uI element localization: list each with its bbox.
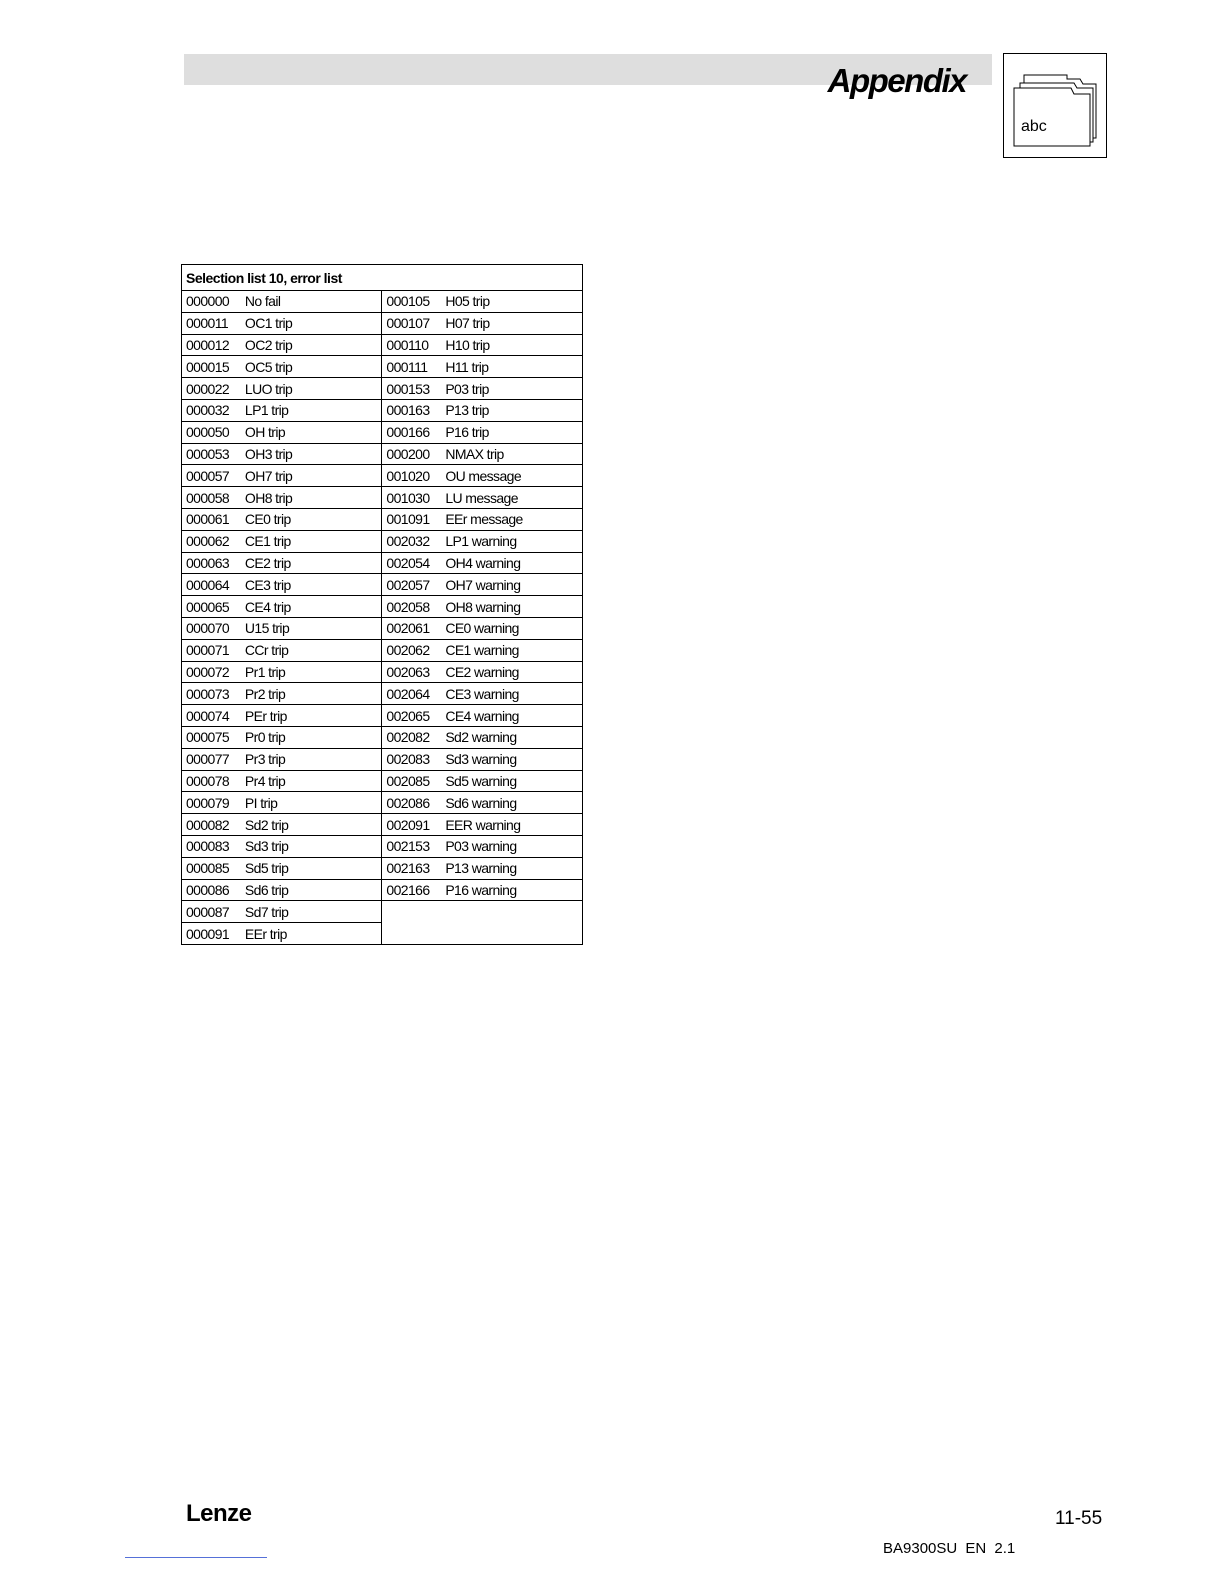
- error-description: LUO trip: [245, 378, 382, 400]
- error-description: Sd5 warning: [445, 770, 582, 792]
- error-description: CE2 trip: [245, 552, 382, 574]
- error-description: Sd6 warning: [445, 792, 582, 814]
- error-description: PEr trip: [245, 705, 382, 727]
- error-code: 000063: [182, 552, 245, 574]
- error-description: EER warning: [445, 814, 582, 836]
- error-code: 000061: [182, 508, 245, 530]
- error-description: P13 warning: [445, 857, 582, 879]
- error-code: 002086: [382, 792, 445, 814]
- footer-link-line: [125, 1557, 267, 1558]
- error-description: Pr1 trip: [245, 661, 382, 683]
- error-code: 000078: [182, 770, 245, 792]
- table-row: [182, 334, 583, 356]
- table-row: [182, 617, 583, 639]
- error-description: OH8 trip: [245, 487, 382, 509]
- table-row: [182, 465, 583, 487]
- chapter-tab: [1003, 53, 1107, 158]
- error-code: 000032: [182, 399, 245, 421]
- error-description: H07 trip: [445, 312, 582, 334]
- table-row: [182, 378, 583, 400]
- error-code: 002061: [382, 617, 445, 639]
- error-code: 000082: [182, 814, 245, 836]
- error-description: OH trip: [245, 421, 382, 443]
- error-description: P03 warning: [445, 835, 582, 857]
- error-code: 002083: [382, 748, 445, 770]
- error-description: CE0 trip: [245, 508, 382, 530]
- error-description: PI trip: [245, 792, 382, 814]
- error-code: 002082: [382, 726, 445, 748]
- error-description: LU message: [445, 487, 582, 509]
- error-description: CE1 warning: [445, 639, 582, 661]
- error-description: LP1 trip: [245, 399, 382, 421]
- table-row: [182, 879, 583, 901]
- error-description: P13 trip: [445, 399, 582, 421]
- table-row: [182, 530, 583, 552]
- error-code: 000085: [182, 857, 245, 879]
- error-description: OH7 trip: [245, 465, 382, 487]
- error-code: 002057: [382, 574, 445, 596]
- error-description: Sd3 trip: [245, 835, 382, 857]
- error-code: 000073: [182, 683, 245, 705]
- table-row: [182, 770, 583, 792]
- error-description: CE0 warning: [445, 617, 582, 639]
- error-code: 001091: [382, 508, 445, 530]
- error-description: OC1 trip: [245, 312, 382, 334]
- error-code: 002166: [382, 879, 445, 901]
- error-code: 002032: [382, 530, 445, 552]
- error-description: P03 trip: [445, 378, 582, 400]
- page-title: Appendix: [827, 62, 966, 99]
- table-row: [182, 399, 583, 421]
- error-code: 001030: [382, 487, 445, 509]
- error-code: 000070: [182, 617, 245, 639]
- error-description: OC2 trip: [245, 334, 382, 356]
- table-row: [182, 901, 583, 923]
- table-row: [182, 683, 583, 705]
- table-title: Selection list 10, error list: [182, 265, 583, 291]
- error-code: 000071: [182, 639, 245, 661]
- error-code: 000058: [182, 487, 245, 509]
- error-description: OU message: [445, 465, 582, 487]
- error-description: CE4 trip: [245, 596, 382, 618]
- error-description: OH8 warning: [445, 596, 582, 618]
- error-description: Pr4 trip: [245, 770, 382, 792]
- error-description: Sd2 warning: [445, 726, 582, 748]
- table-row: [182, 596, 583, 618]
- error-code: 000011: [182, 312, 245, 334]
- error-code: 002153: [382, 835, 445, 857]
- error-code: 002064: [382, 683, 445, 705]
- error-description: P16 warning: [445, 879, 582, 901]
- error-description: Pr2 trip: [245, 683, 382, 705]
- table-row: [182, 639, 583, 661]
- error-description: OH7 warning: [445, 574, 582, 596]
- lenze-logo: Lenze: [186, 1500, 252, 1527]
- table-row: [182, 814, 583, 836]
- error-description: No fail: [245, 291, 382, 313]
- error-code: 002063: [382, 661, 445, 683]
- error-code: 002091: [382, 814, 445, 836]
- error-code: 000022: [182, 378, 245, 400]
- error-code: 000064: [182, 574, 245, 596]
- error-code: 000083: [182, 835, 245, 857]
- error-code: 000087: [182, 901, 245, 923]
- error-code: 000111: [382, 356, 445, 378]
- error-description: CE1 trip: [245, 530, 382, 552]
- error-list-table: [181, 264, 583, 945]
- table-row: [182, 443, 583, 465]
- error-description: Sd7 trip: [245, 901, 382, 923]
- error-code: 000065: [182, 596, 245, 618]
- error-description: CE2 warning: [445, 661, 582, 683]
- table-row: [182, 835, 583, 857]
- error-description: Sd5 trip: [245, 857, 382, 879]
- error-description: Pr3 trip: [245, 748, 382, 770]
- error-code: 000153: [382, 378, 445, 400]
- error-code: 002065: [382, 705, 445, 727]
- error-code: 000050: [182, 421, 245, 443]
- error-description: OH4 warning: [445, 552, 582, 574]
- error-code: 000091: [182, 923, 245, 945]
- table-row: [182, 291, 583, 313]
- error-code: 000015: [182, 356, 245, 378]
- document-id: BA9300SU EN 2.1: [883, 1540, 1016, 1557]
- tab-label: abc: [1021, 118, 1047, 135]
- table-row: [182, 748, 583, 770]
- error-description: CCr trip: [245, 639, 382, 661]
- error-description: CE4 warning: [445, 705, 582, 727]
- error-description: CE3 warning: [445, 683, 582, 705]
- error-description: H05 trip: [445, 291, 582, 313]
- table-row: [182, 508, 583, 530]
- error-description: H11 trip: [445, 356, 582, 378]
- error-description: Pr0 trip: [245, 726, 382, 748]
- error-code: 000110: [382, 334, 445, 356]
- error-code: 000072: [182, 661, 245, 683]
- table-row: [182, 792, 583, 814]
- table-row: [182, 857, 583, 879]
- error-description: Sd2 trip: [245, 814, 382, 836]
- error-code: 002062: [382, 639, 445, 661]
- table-row: [182, 705, 583, 727]
- error-code: 000107: [382, 312, 445, 334]
- error-code: 000074: [182, 705, 245, 727]
- table-row: [182, 312, 583, 334]
- table-row: [182, 726, 583, 748]
- error-code: 000062: [182, 530, 245, 552]
- error-code: 002163: [382, 857, 445, 879]
- table-row: [182, 661, 583, 683]
- error-code: 000057: [182, 465, 245, 487]
- error-code: 000086: [182, 879, 245, 901]
- table-row: [182, 356, 583, 378]
- error-description: Sd6 trip: [245, 879, 382, 901]
- error-code: 002054: [382, 552, 445, 574]
- table-row: [182, 421, 583, 443]
- folder-icon: [1004, 54, 1108, 159]
- error-description: OH3 trip: [245, 443, 382, 465]
- error-description: P16 trip: [445, 421, 582, 443]
- error-description: Sd3 warning: [445, 748, 582, 770]
- error-description: EEr message: [445, 508, 582, 530]
- error-code: 000075: [182, 726, 245, 748]
- page-number: 11-55: [1055, 1508, 1103, 1529]
- error-code: 002058: [382, 596, 445, 618]
- error-description: LP1 warning: [445, 530, 582, 552]
- error-code: 000053: [182, 443, 245, 465]
- error-description: U15 trip: [245, 617, 382, 639]
- error-code: 000105: [382, 291, 445, 313]
- error-code: 002085: [382, 770, 445, 792]
- error-description: EEr trip: [245, 923, 382, 945]
- table-row: [182, 487, 583, 509]
- error-code: 000000: [182, 291, 245, 313]
- error-description: H10 trip: [445, 334, 582, 356]
- error-code: 000163: [382, 399, 445, 421]
- error-description: NMAX trip: [445, 443, 582, 465]
- table-row: [182, 552, 583, 574]
- error-description: CE3 trip: [245, 574, 382, 596]
- table-row: [182, 574, 583, 596]
- error-code: 000166: [382, 421, 445, 443]
- error-code: 000079: [182, 792, 245, 814]
- error-code: 000012: [182, 334, 245, 356]
- error-code: 001020: [382, 465, 445, 487]
- error-code: 000200: [382, 443, 445, 465]
- error-code: 000077: [182, 748, 245, 770]
- error-description: OC5 trip: [245, 356, 382, 378]
- empty-cell: [382, 901, 583, 945]
